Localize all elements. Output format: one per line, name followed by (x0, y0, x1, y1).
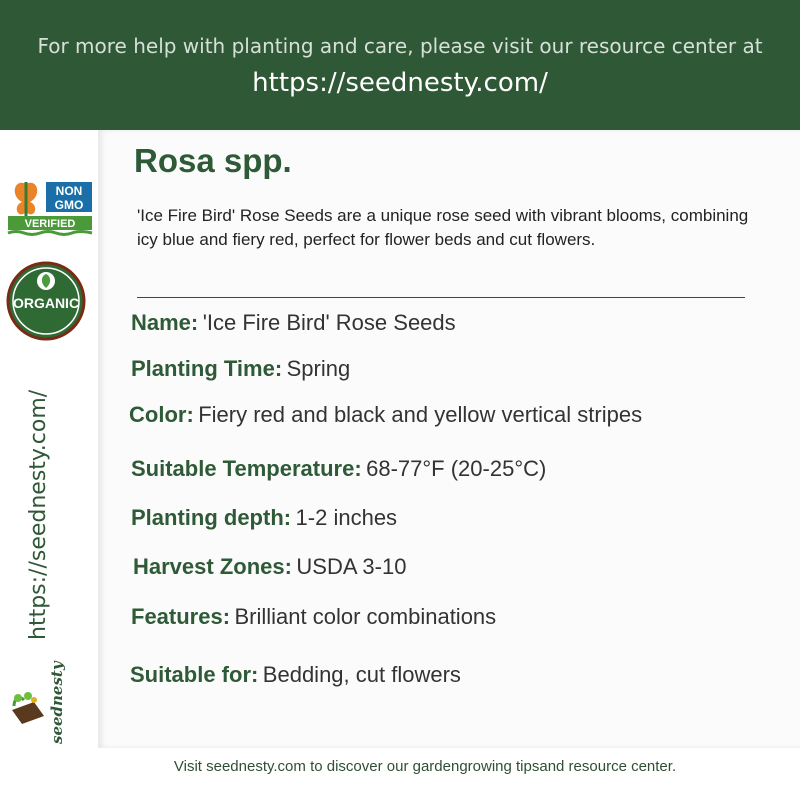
spec-value: USDA 3-10 (296, 554, 407, 579)
nongmo-label-3: VERIFIED (24, 218, 76, 230)
banner-message: For more help with planting and care, please visit our resource center at (37, 34, 763, 58)
spec-features (131, 604, 496, 630)
spec-value: 'Ice Fire Bird' Rose Seeds (202, 310, 456, 335)
spec-label: Suitable for: (130, 662, 259, 687)
spec-value: Fiery red and black and yellow vertical stripes (198, 402, 643, 427)
seedling-icon (12, 692, 44, 724)
footer (0, 748, 800, 800)
leaf-icon (37, 272, 55, 290)
footer-message: Visit seednesty.com to discover our gardengrowing tipsand resource center. (173, 758, 677, 775)
spec-suitable-for (130, 662, 461, 688)
top-banner (0, 0, 800, 130)
organic-badge (6, 261, 86, 341)
spec-value: Bedding, cut flowers (262, 662, 461, 687)
spec-planting-time (131, 356, 350, 382)
product-title: Rosa spp. (134, 142, 292, 179)
spec-label: Planting Time: (131, 356, 283, 381)
spec-suitable-temperature (131, 456, 546, 482)
spec-value: 68-77°F (20-25°C) (366, 456, 547, 481)
spec-label: Harvest Zones: (133, 554, 292, 579)
nongmo-label-2: GMO (54, 198, 84, 212)
spec-planting-depth (131, 505, 397, 531)
banner-url-link[interactable]: https://seednesty.com/ (252, 68, 548, 98)
spec-harvest-zones (133, 554, 406, 580)
non-gmo-badge (6, 176, 94, 238)
vertical-url-link[interactable]: https://seednesty.com/ (26, 389, 51, 640)
organic-label: ORGANIC (12, 295, 80, 311)
spec-label: Planting depth: (131, 505, 292, 530)
spec-value: 1-2 inches (295, 505, 398, 530)
logo-wordmark: seednesty (48, 661, 66, 744)
seednesty-logo (4, 660, 76, 746)
spec-label: Features: (131, 604, 231, 629)
divider (137, 297, 745, 298)
spec-label: Suitable Temperature: (131, 456, 362, 481)
spec-value: Spring (286, 356, 351, 381)
spec-color (129, 402, 642, 428)
spec-label: Color: (129, 402, 194, 427)
spec-label: Name: (131, 310, 199, 335)
spec-name (131, 310, 456, 336)
product-description: 'Ice Fire Bird' Rose Seeds are a unique rose seed with vibrant blooms, combining icy blue and fiery red, perfect for flower beds and cut flowers. (137, 206, 749, 249)
butterfly-icon (15, 182, 37, 216)
nongmo-label-1: NON (55, 184, 83, 198)
spec-value: Brilliant color combinations (234, 604, 497, 629)
